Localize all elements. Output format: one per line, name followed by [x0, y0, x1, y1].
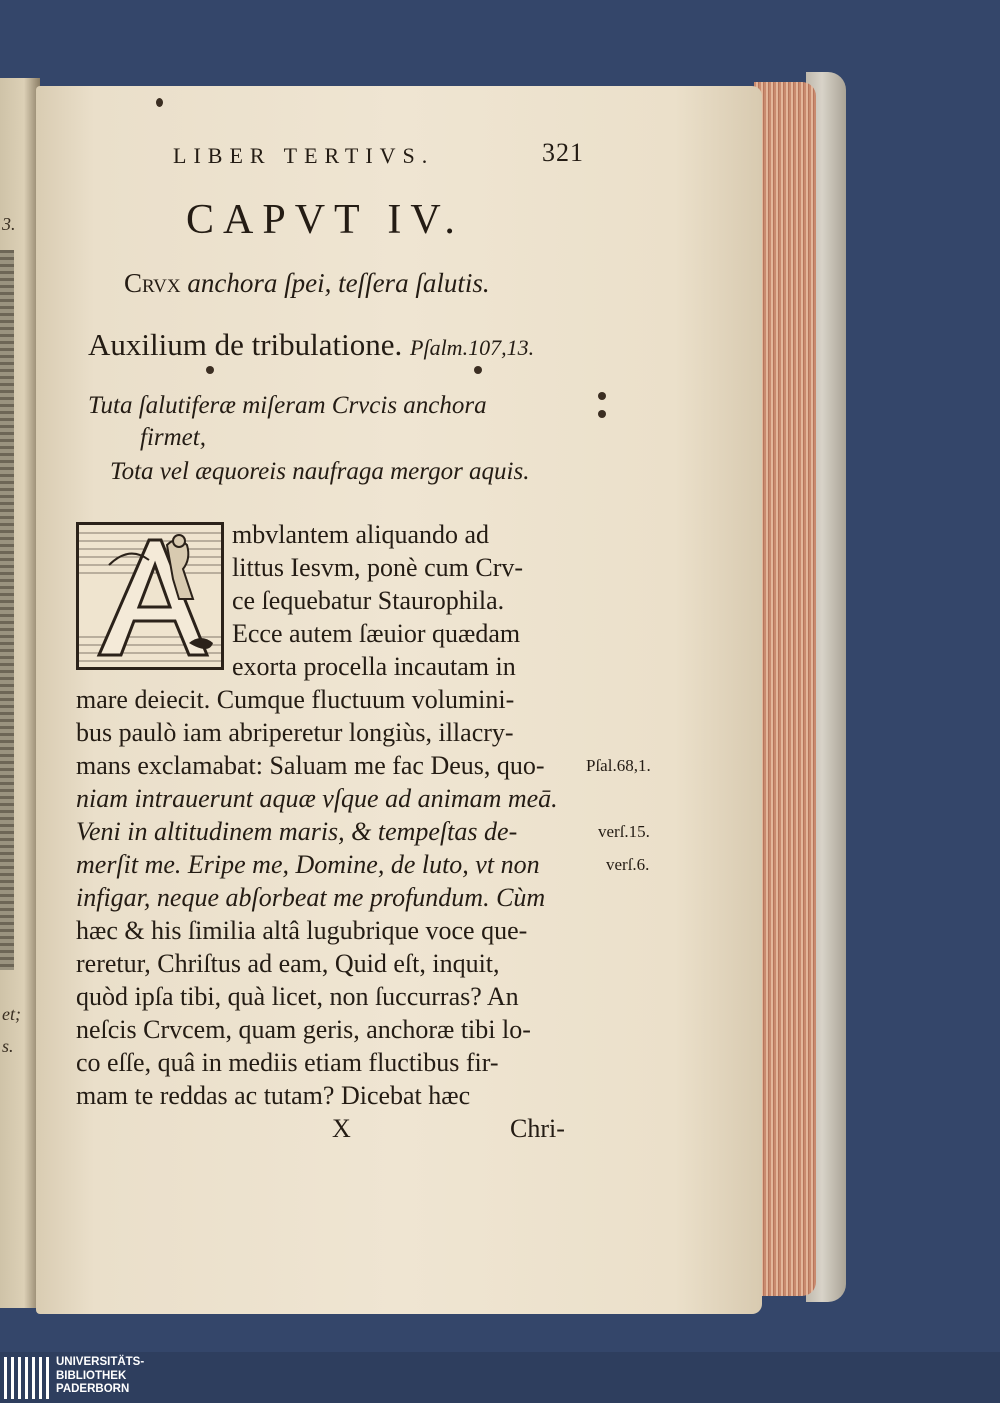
- body-line: mans exclamabat: Saluam me fac Deus, quo-: [76, 751, 545, 780]
- body-line: co eſſe, quâ in mediis etiam fluctibus fir-: [76, 1048, 499, 1077]
- body-line: Veni in altitudinem maris, & tempeſtas de-: [76, 817, 518, 846]
- chapter-title: [124, 268, 490, 299]
- library-footer: [0, 1352, 1000, 1403]
- page-number: 321: [542, 138, 584, 167]
- ink-blot: [598, 392, 606, 400]
- body-line: niam intrauerunt aquæ vſque ad animam meā.: [76, 784, 558, 813]
- margin-note: Pſal.68,1.: [586, 756, 651, 775]
- body-line: merſit me. Eripe me, Domine, de luto, vt non: [76, 850, 540, 879]
- body-line: ce ſequebatur Staurophila.: [232, 586, 505, 615]
- chapter-heading: CAPVT IV.: [186, 197, 464, 243]
- body-line: neſcis Crvcem, quam geris, anchoræ tibi lo-: [76, 1015, 531, 1044]
- body-line: bus paulò iam abriperetur longiùs, illacry-: [76, 718, 514, 747]
- body-line: mare deiecit. Cumque fluctuum volumini-: [76, 685, 515, 714]
- running-head: LIBER TERTIVS.: [173, 143, 435, 168]
- title-italic: anchora ſpei, teſſera ſalutis.: [187, 268, 490, 298]
- woodcut-initial-a: [76, 522, 224, 670]
- library-logo-icon: [4, 1357, 50, 1399]
- ink-blot: [156, 98, 163, 107]
- psalm-reference: Pſalm.107,13.: [410, 335, 535, 360]
- ink-blot: [206, 366, 214, 374]
- left-page-fragment: et;: [2, 1004, 21, 1024]
- library-name: [56, 1356, 144, 1397]
- left-page-fragment: s.: [2, 1036, 14, 1056]
- page-edges: [754, 82, 816, 1296]
- signature-mark: X: [332, 1114, 351, 1143]
- auxilium-line: [88, 327, 534, 363]
- body-line: Ecce autem ſæuior quædam: [232, 619, 521, 648]
- margin-note: verſ.15.: [598, 822, 650, 841]
- body-line: exorta procella incautam in: [232, 652, 516, 681]
- left-page-fragment: 3.: [2, 214, 16, 234]
- catchword: Chri-: [510, 1114, 565, 1143]
- library-line-1: UNIVERSITÄTS-: [56, 1356, 145, 1368]
- body-line: mam te reddas ac tutam? Dicebat hæc: [76, 1081, 471, 1110]
- margin-note: verſ.6.: [606, 855, 650, 874]
- verse-line-2: Tota vel æquoreis naufraga mergor aquis.: [110, 458, 530, 485]
- left-page-illustration: [0, 250, 14, 970]
- body-line: infigar, neque abſorbeat me profundum. Cùm: [76, 883, 546, 912]
- library-line-2: BIBLIOTHEK: [56, 1369, 127, 1382]
- ink-blot: [474, 366, 482, 374]
- body-line: mbvlantem aliquando ad: [232, 520, 490, 549]
- auxilium-text: Auxilium de tribulatione.: [88, 327, 403, 362]
- body-line: reretur, Chriſtus ad eam, Quid eſt, inquit,: [76, 949, 500, 978]
- initial-a-icon: [79, 525, 221, 667]
- body-line: hæc & his ſimilia altâ lugubrique voce que-: [76, 916, 528, 945]
- verse-line-1-cont: firmet,: [140, 424, 206, 451]
- ink-blot: [598, 410, 606, 418]
- body-line: quòd ipſa tibi, quà licet, non ſuccurras? An: [76, 982, 519, 1011]
- library-line-3: PADERBORN: [56, 1383, 130, 1395]
- body-line: littus Iesvm, ponè cum Crv-: [232, 553, 524, 582]
- title-smallcaps: Crvx: [124, 268, 181, 298]
- verse-line-1: Tuta ſalutiferæ miſeram Crvcis anchora: [88, 392, 487, 419]
